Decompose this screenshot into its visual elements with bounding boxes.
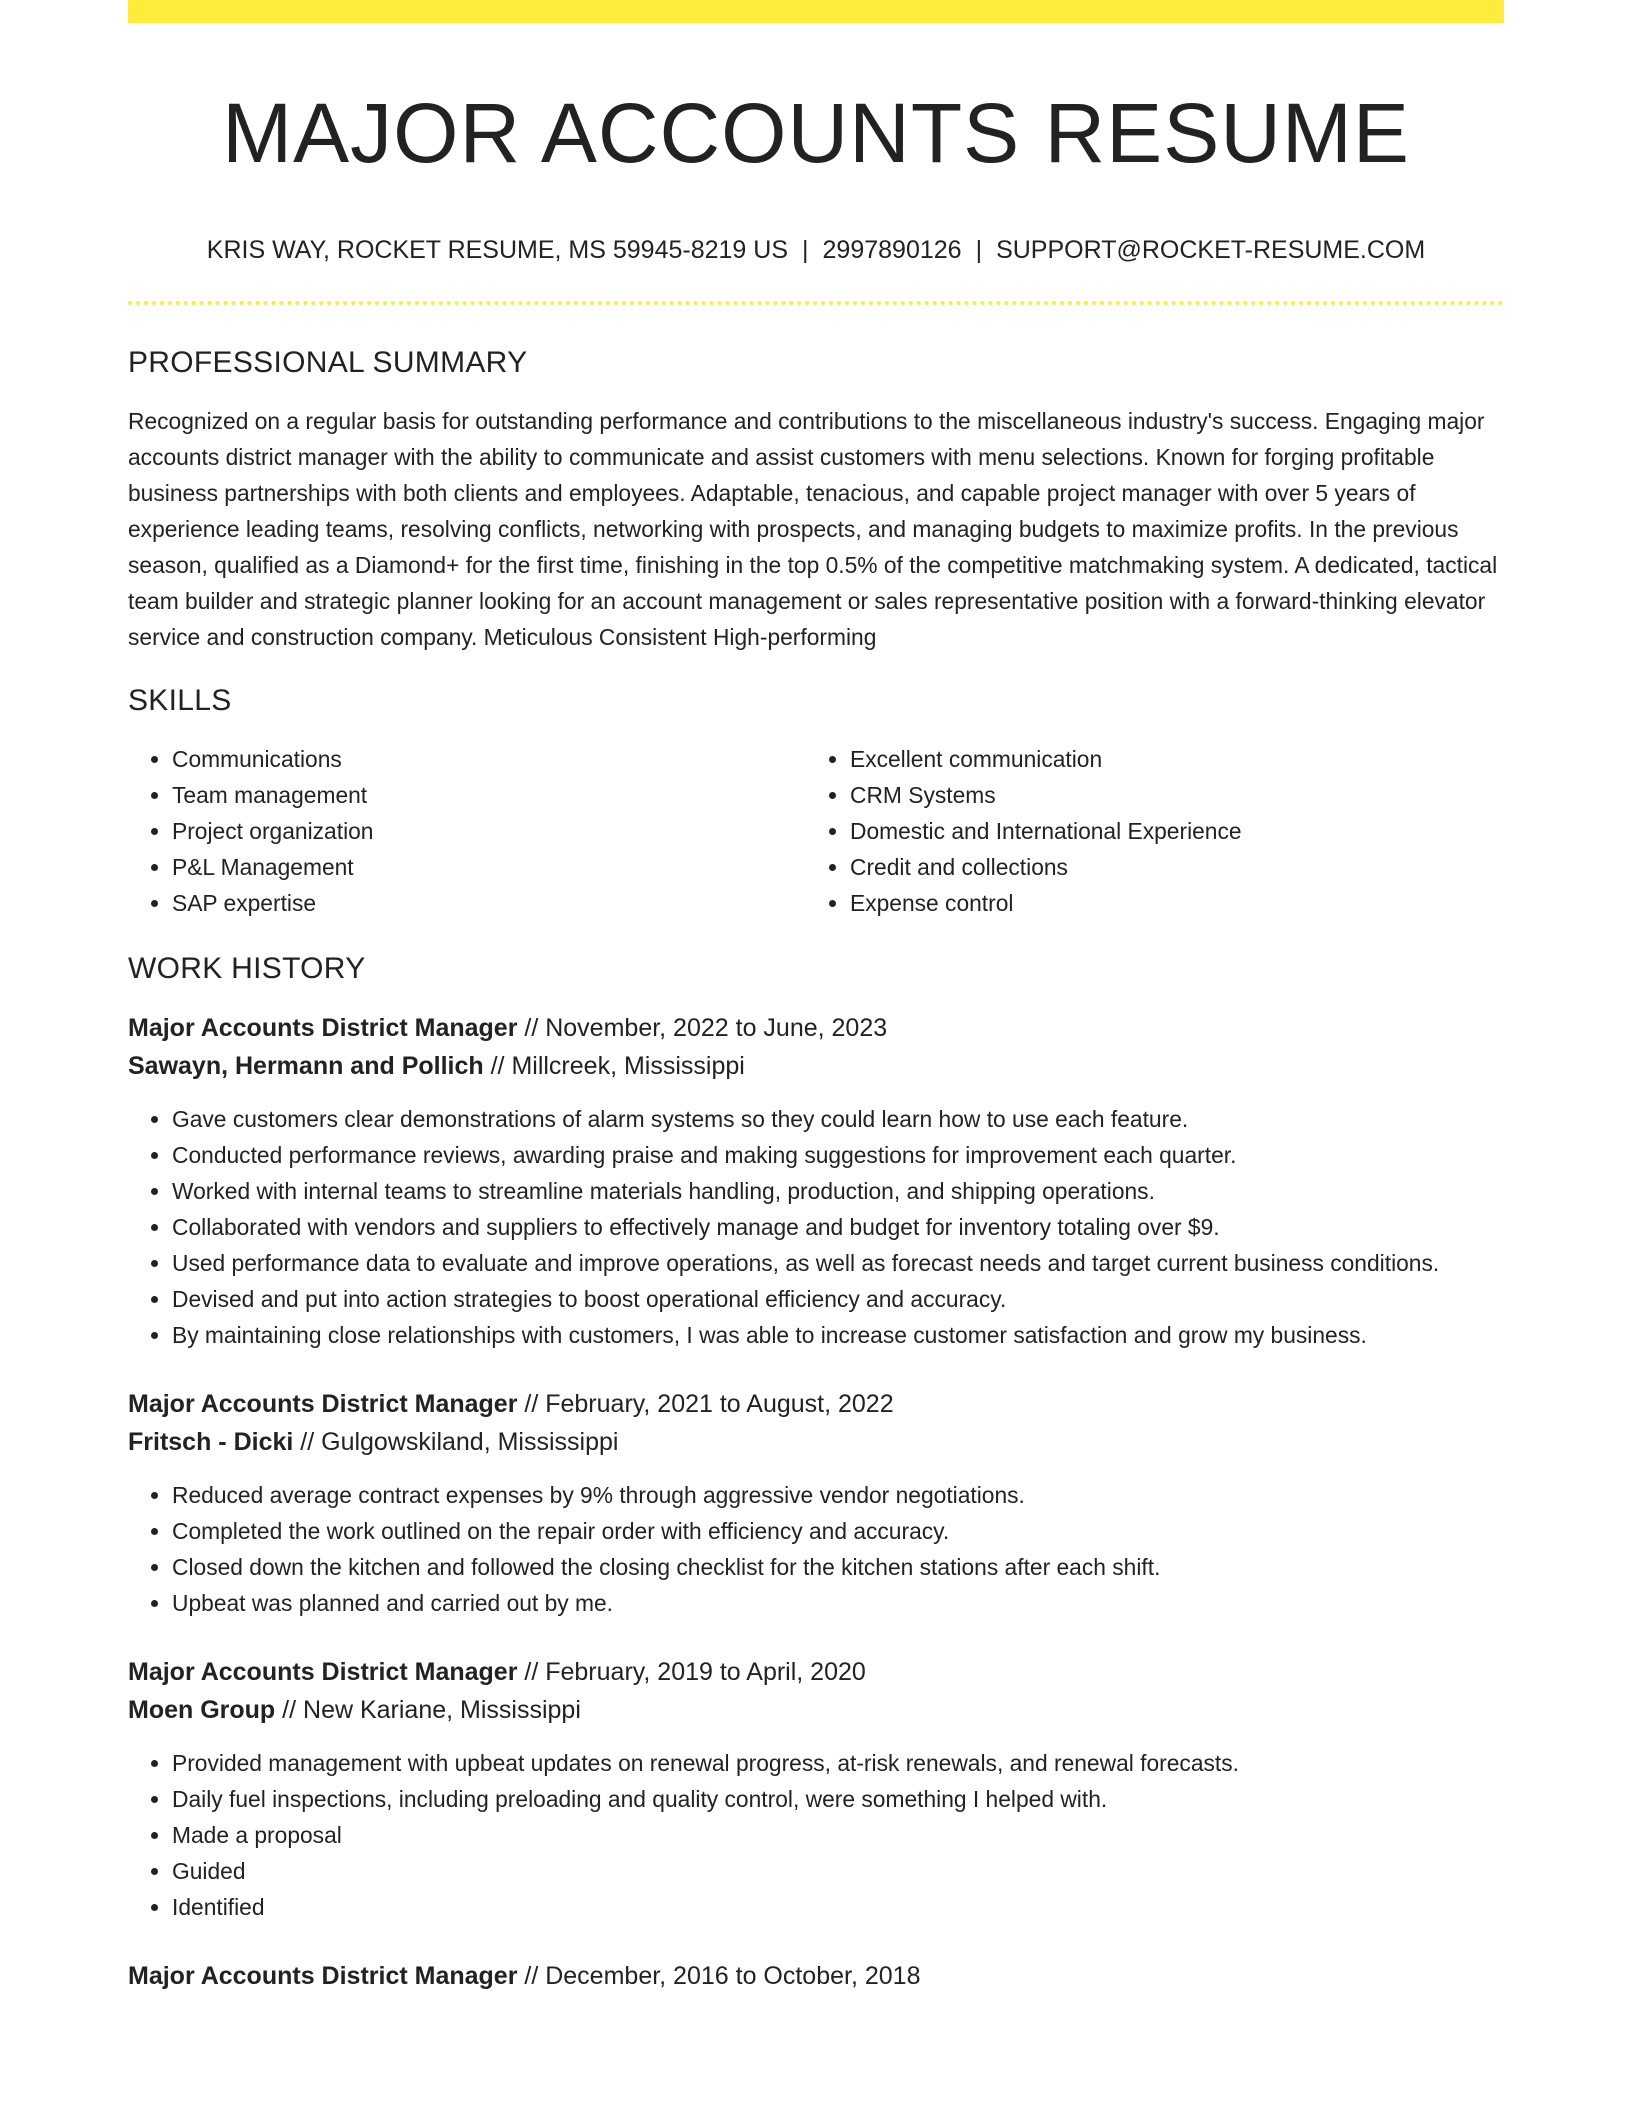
skills-heading: SKILLS (128, 684, 232, 717)
job-company-line (128, 1691, 1504, 1729)
job-dates: // February, 2021 to August, 2022 (524, 1390, 894, 1418)
job-duties (128, 1477, 1504, 1621)
skill-item: • SAP expertise (172, 885, 806, 921)
accent-bar (128, 0, 1504, 23)
duty-item: • Upbeat was planned and carried out by me. (172, 1585, 1504, 1621)
job-duties (128, 1745, 1504, 1925)
duty-item: • Closed down the kitchen and followed the closing checklist for the kitchen stations after each shift. (172, 1549, 1504, 1585)
job-entry (128, 1385, 1504, 1621)
job-location: // New Kariane, Mississippi (282, 1696, 581, 1724)
duty-item: • Gave customers clear demonstrations of alarm systems so they could learn how to use each feature. (172, 1101, 1504, 1137)
job-location: // Millcreek, Mississippi (490, 1052, 745, 1080)
duty-item: • By maintaining close relationships with customers, I was able to increase customer satisfaction and grow my business. (172, 1317, 1504, 1353)
duty-item: • Collaborated with vendors and suppliers to effectively manage and budget for inventory totaling over $9. (172, 1209, 1504, 1245)
duty-item: • Conducted performance reviews, awarding praise and making suggestions for improvement each quarter. (172, 1137, 1504, 1173)
skill-item: • Communications (172, 741, 806, 777)
duty-item: • Provided management with upbeat updates on renewal progress, at-risk renewals, and renewal forecasts. (172, 1745, 1504, 1781)
contact-email[interactable]: SUPPORT@ROCKET-RESUME.COM (996, 236, 1426, 264)
resume-page (128, 0, 1504, 1995)
job-entry (128, 1957, 1504, 1995)
job-role: Major Accounts District Manager (128, 1658, 518, 1686)
skill-item: • CRM Systems (850, 777, 1484, 813)
job-role: Major Accounts District Manager (128, 1014, 518, 1042)
contact-phone: 2997890126 (822, 236, 962, 264)
job-role-line (128, 1957, 1504, 1995)
job-duties (128, 1101, 1504, 1353)
duty-item: • Devised and put into action strategies to boost operational efficiency and accuracy. (172, 1281, 1504, 1317)
duty-item: • Reduced average contract expenses by 9% through aggressive vendor negotiations. (172, 1477, 1504, 1513)
job-dates: // December, 2016 to October, 2018 (524, 1962, 921, 1990)
skill-item: • Excellent communication (850, 741, 1484, 777)
skill-item: • P&L Management (172, 849, 806, 885)
job-entry (128, 1653, 1504, 1925)
contact-line (128, 235, 1504, 265)
duty-item: • Used performance data to evaluate and improve operations, as well as forecast needs and target current business conditions. (172, 1245, 1504, 1281)
skills-column-left (128, 741, 806, 921)
work-history-heading: WORK HISTORY (128, 952, 366, 985)
job-role: Major Accounts District Manager (128, 1962, 518, 1990)
duty-item: • Daily fuel inspections, including preloading and quality control, were something I helped with. (172, 1781, 1504, 1817)
contact-separator: | (975, 236, 983, 264)
job-dates: // November, 2022 to June, 2023 (524, 1014, 888, 1042)
job-location: // Gulgowskiland, Mississippi (300, 1428, 619, 1456)
summary-heading: PROFESSIONAL SUMMARY (128, 346, 528, 379)
summary-text: Recognized on a regular basis for outstanding performance and contributions to the miscellaneous industry's success. Engaging major accounts district manager with the ability to communicate and assist customers with menu selections. Known for forging profitable business partnerships with both clients and employees. Adaptable, tenacious, and capable project manager with over 5 years of experience leading teams, resolving conflicts, networking with prospects, and managing budgets to maximize profits. In the previous season, qualified as a Diamond+ for the first time, finishing in the top 0.5% of the competitive matchmaking system. A dedicated, tactical team builder and strategic planner looking for an account management or sales representative position with a forward-thinking elevator service and construction company. Meticulous Consistent High-performing (128, 408, 1498, 650)
skills-column-right (806, 741, 1484, 921)
job-entry (128, 1009, 1504, 1353)
job-company-line (128, 1047, 1504, 1085)
skill-item: • Domestic and International Experience (850, 813, 1484, 849)
skill-item: • Team management (172, 777, 806, 813)
resume-title: MAJOR ACCOUNTS RESUME (222, 86, 1410, 180)
job-company: Moen Group (128, 1696, 276, 1724)
job-company: Sawayn, Hermann and Pollich (128, 1052, 484, 1080)
skills-list (128, 741, 1504, 921)
job-company-line (128, 1423, 1504, 1461)
duty-item: • Identified (172, 1889, 1504, 1925)
job-dates: // February, 2019 to April, 2020 (524, 1658, 866, 1686)
skill-item: • Expense control (850, 885, 1484, 921)
job-company: Fritsch - Dicki (128, 1428, 294, 1456)
duty-item: • Worked with internal teams to streamline materials handling, production, and shipping operations. (172, 1173, 1504, 1209)
contact-address: KRIS WAY, ROCKET RESUME, MS 59945-8219 US (206, 236, 789, 264)
job-role: Major Accounts District Manager (128, 1390, 518, 1418)
job-role-line (128, 1009, 1504, 1047)
job-role-line (128, 1385, 1504, 1423)
duty-item: • Made a proposal (172, 1817, 1504, 1853)
duty-item: • Guided (172, 1853, 1504, 1889)
contact-separator: | (802, 236, 809, 264)
job-role-line (128, 1653, 1504, 1691)
skill-item: • Credit and collections (850, 849, 1484, 885)
dotted-divider (128, 301, 1504, 305)
skill-item: • Project organization (172, 813, 806, 849)
duty-item: • Completed the work outlined on the repair order with efficiency and accuracy. (172, 1513, 1504, 1549)
